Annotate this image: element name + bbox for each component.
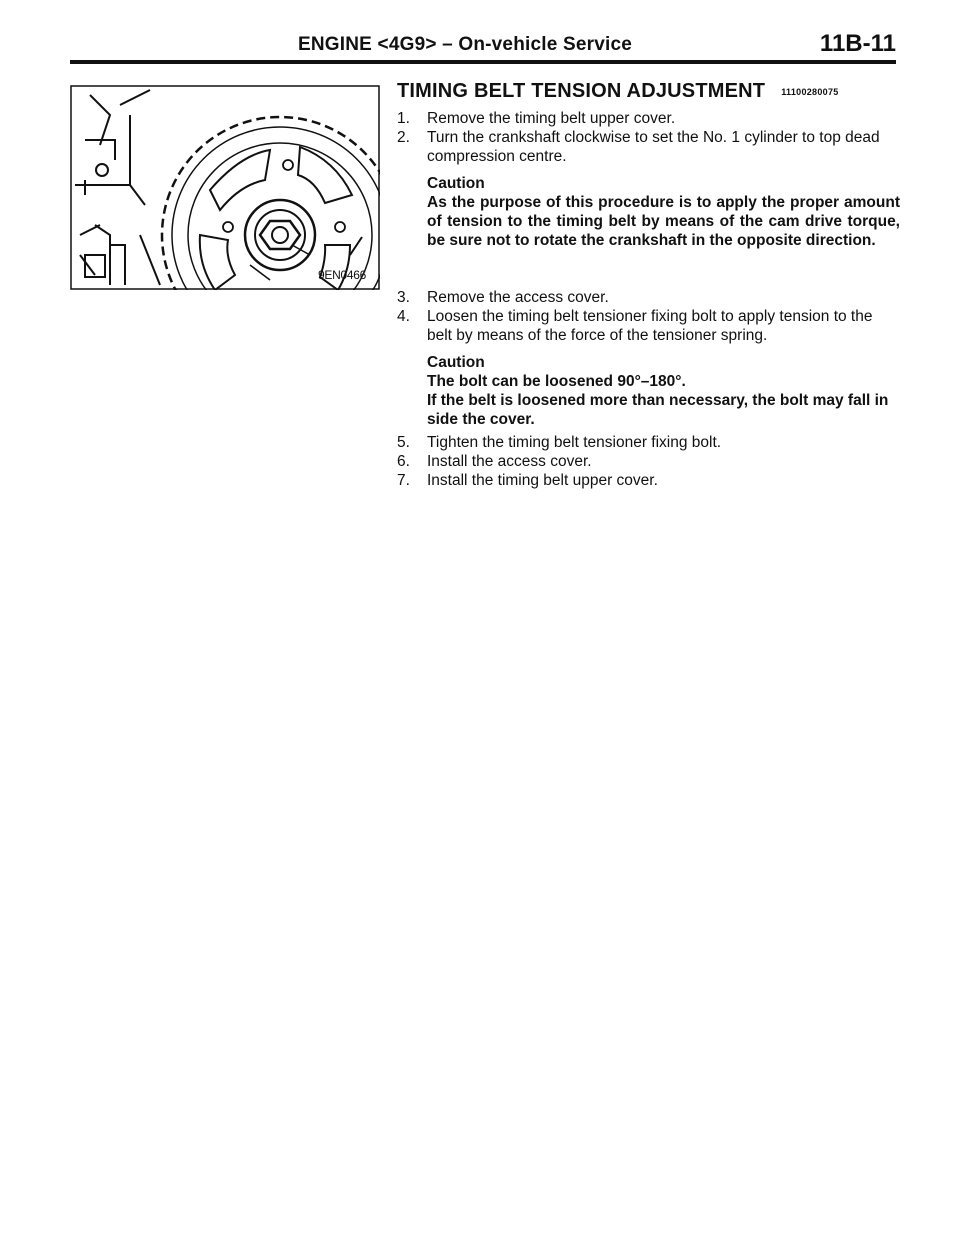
step-text: Install the access cover. xyxy=(427,453,592,470)
step-text: Turn the crankshaft clockwise to set the No. 1 cylinder to top dead compression centre. xyxy=(427,129,880,165)
caution-heading: Caution xyxy=(427,175,485,192)
section-code: 11100280075 xyxy=(781,86,839,97)
step-number: 6. xyxy=(397,453,410,470)
step-number: 1. xyxy=(397,110,410,127)
list-item xyxy=(395,307,900,345)
list-item xyxy=(395,109,900,128)
step-text: Remove the timing belt upper cover. xyxy=(427,110,676,127)
caution-line: The bolt can be loosened 90°–180°. xyxy=(427,373,686,390)
steps-list-a xyxy=(395,109,900,166)
header-rule xyxy=(70,60,896,64)
list-item xyxy=(395,288,900,307)
section-title xyxy=(397,80,900,103)
step-text: Install the timing belt upper cover. xyxy=(427,472,658,489)
step-text: Tighten the timing belt tensioner fixing bolt. xyxy=(427,434,722,451)
steps-list-b xyxy=(395,288,900,345)
step-number: 5. xyxy=(397,434,410,451)
step-number: 3. xyxy=(397,289,410,306)
list-item xyxy=(395,471,900,490)
procedure-content xyxy=(395,80,900,490)
figure-label: 9EN0466 xyxy=(318,268,366,282)
steps-list-c xyxy=(395,433,900,490)
sprocket-drawing xyxy=(70,85,380,290)
step-number: 7. xyxy=(397,472,410,489)
caution-heading: Caution xyxy=(427,354,485,371)
step-text: Loosen the timing belt tensioner fixing bolt to apply tension to the belt by means of the force of the tensioner spring. xyxy=(427,308,873,344)
section-title-text: TIMING BELT TENSION ADJUSTMENT xyxy=(397,80,766,102)
step-number: 2. xyxy=(397,129,410,146)
camshaft-sprocket-illustration xyxy=(70,85,380,290)
caution-block xyxy=(427,353,900,429)
header-title: ENGINE <4G9> – On-vehicle Service xyxy=(298,34,632,55)
step-number: 4. xyxy=(397,308,410,325)
page-header xyxy=(70,28,896,62)
caution-block xyxy=(427,174,900,250)
caution-body: As the purpose of this procedure is to apply the proper amount of tension to the timing belt by means of the cam drive torque, be sure not to rotate the crankshaft in the opposite direction. xyxy=(427,194,900,249)
list-item xyxy=(395,128,900,166)
page-number: 11B-11 xyxy=(819,30,896,57)
step-text: Remove the access cover. xyxy=(427,289,609,306)
list-item xyxy=(395,452,900,471)
caution-line: If the belt is loosened more than necessary, the bolt may fall in side the cover. xyxy=(427,392,889,428)
list-item xyxy=(395,433,900,452)
